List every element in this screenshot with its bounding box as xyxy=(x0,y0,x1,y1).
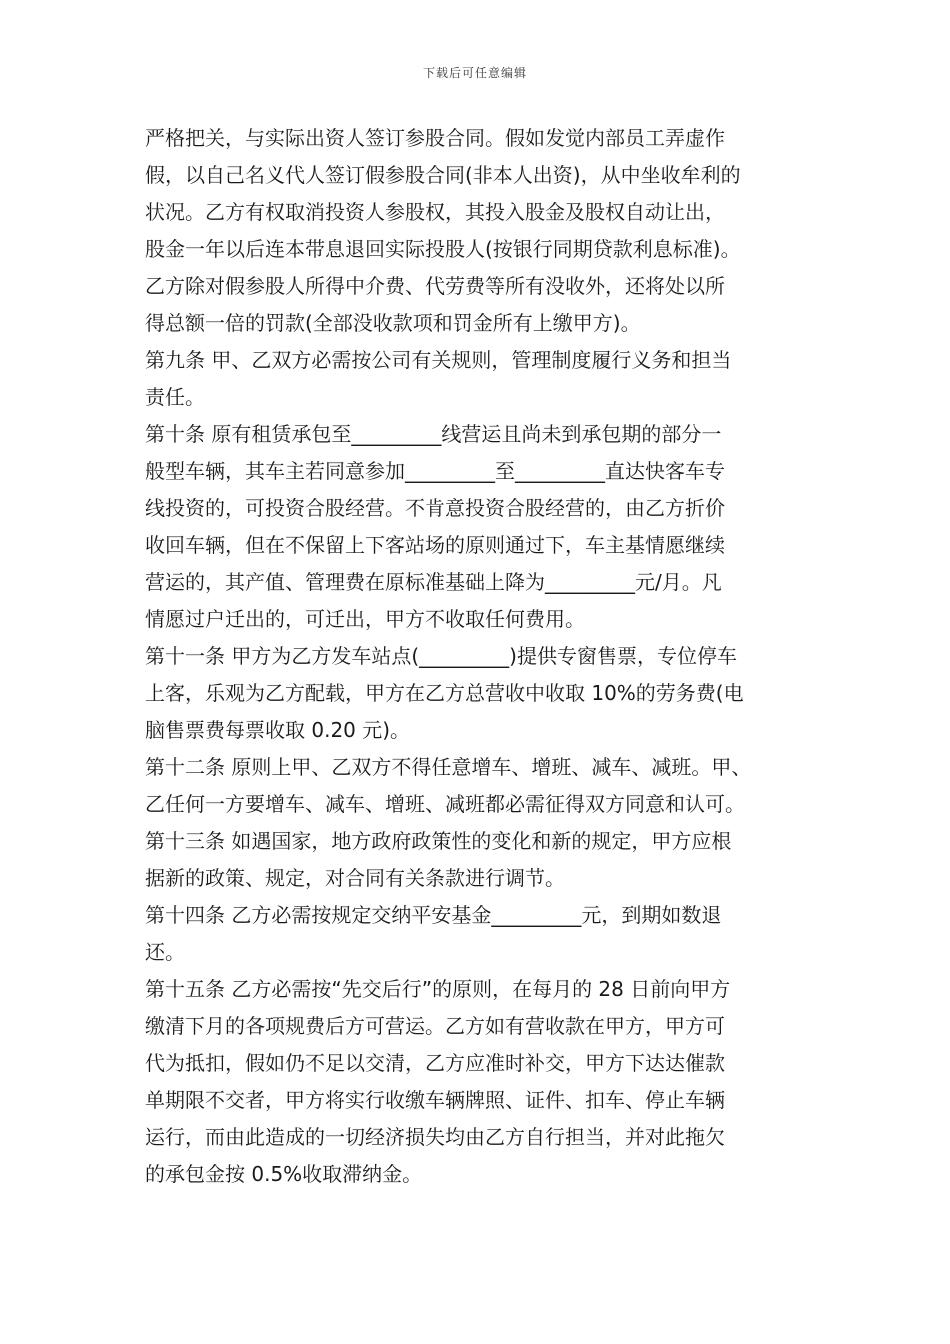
text-line: 第十三条 如遇国家，地方政府政策性的变化和新的规定，甲方应根 xyxy=(145,829,732,853)
text-line: 第十四条 乙方必需按规定交纳平安基金_________元，到期如数退 xyxy=(145,903,722,927)
text-line: 得总额一倍的罚款(全部没收款项和罚金所有上缴甲方)。 xyxy=(145,311,641,335)
document-body xyxy=(145,120,813,1193)
page-header-note: 下载后可任意编辑 xyxy=(422,66,527,80)
text-line: 单期限不交者，甲方将实行收缴车辆牌照、证件、扣车、停止车辆 xyxy=(145,1088,725,1112)
text-line: 脑售票费每票收取 0.20 元)。 xyxy=(145,718,411,742)
text-line: 线投资的，可投资合股经营。不肯意投资合股经营的，由乙方折价 xyxy=(145,496,725,520)
text-line: 般型车辆，其车主若同意参加_________至_________直达快客车专 xyxy=(145,459,725,483)
text-line: 股金一年以后连本带息退回实际投股人(按银行同期贷款利息标准)。 xyxy=(145,237,741,261)
text-line: 据新的政策、规定，对合同有关条款进行调节。 xyxy=(145,866,565,890)
text-line: 第十条 原有租赁承包至_________线营运且尚未到承包期的部分一 xyxy=(145,422,722,446)
text-line: 代为抵扣，假如仍不足以交清，乙方应准时补交，甲方下达达催款 xyxy=(145,1051,725,1075)
text-line: 的承包金按 0.5%收取滞纳金。 xyxy=(145,1162,423,1186)
text-line: 乙方除对假参股人所得中介费、代劳费等所有没收外，还将处以所 xyxy=(145,274,725,298)
text-line: 第九条 甲、乙双方必需按公司有关规则，管理制度履行义务和担当 xyxy=(145,348,732,372)
text-line: 假，以自己名义代人签订假参股合同(非本人出资)，从中坐收牟利的 xyxy=(145,163,741,187)
text-line: 缴清下月的各项规费后方可营运。乙方如有营收款在甲方，甲方可 xyxy=(145,1014,725,1038)
text-line: 责任。 xyxy=(145,385,205,409)
text-line: 状况。乙方有权取消投资人参股权，其投入股金及股权自动让出， xyxy=(145,200,725,224)
text-line: 营运的，其产值、管理费在原标准基础上降为_________元/月。凡 xyxy=(145,570,722,594)
text-line: 运行，而由此造成的一切经济损失均由乙方自行担当，并对此拖欠 xyxy=(145,1125,725,1149)
text-line: 第十二条 原则上甲、乙双方不得任意增车、增班、减车、减班。甲、 xyxy=(145,755,752,779)
text-line: 乙任何一方要增车、减车、增班、减班都必需征得双方同意和认可。 xyxy=(145,792,745,816)
text-line: 严格把关，与实际出资人签订参股合同。假如发觉内部员工弄虚作 xyxy=(145,126,725,150)
text-line: 还。 xyxy=(145,940,185,964)
text-line: 情愿过户迁出的，可迁出，甲方不收取任何费用。 xyxy=(145,607,585,631)
text-line: 第十五条 乙方必需按“先交后行”的原则，在每月的 28 日前向甲方 xyxy=(145,977,731,1001)
text-line: 第十一条 甲方为乙方发车站点(_________)提供专窗售票，专位停车 xyxy=(145,644,737,668)
text-line: 上客，乐观为乙方配载，甲方在乙方总营收中收取 10%的劳务费(电 xyxy=(145,681,744,705)
text-line: 收回车辆，但在不保留上下客站场的原则通过下，车主基情愿继续 xyxy=(145,533,725,557)
